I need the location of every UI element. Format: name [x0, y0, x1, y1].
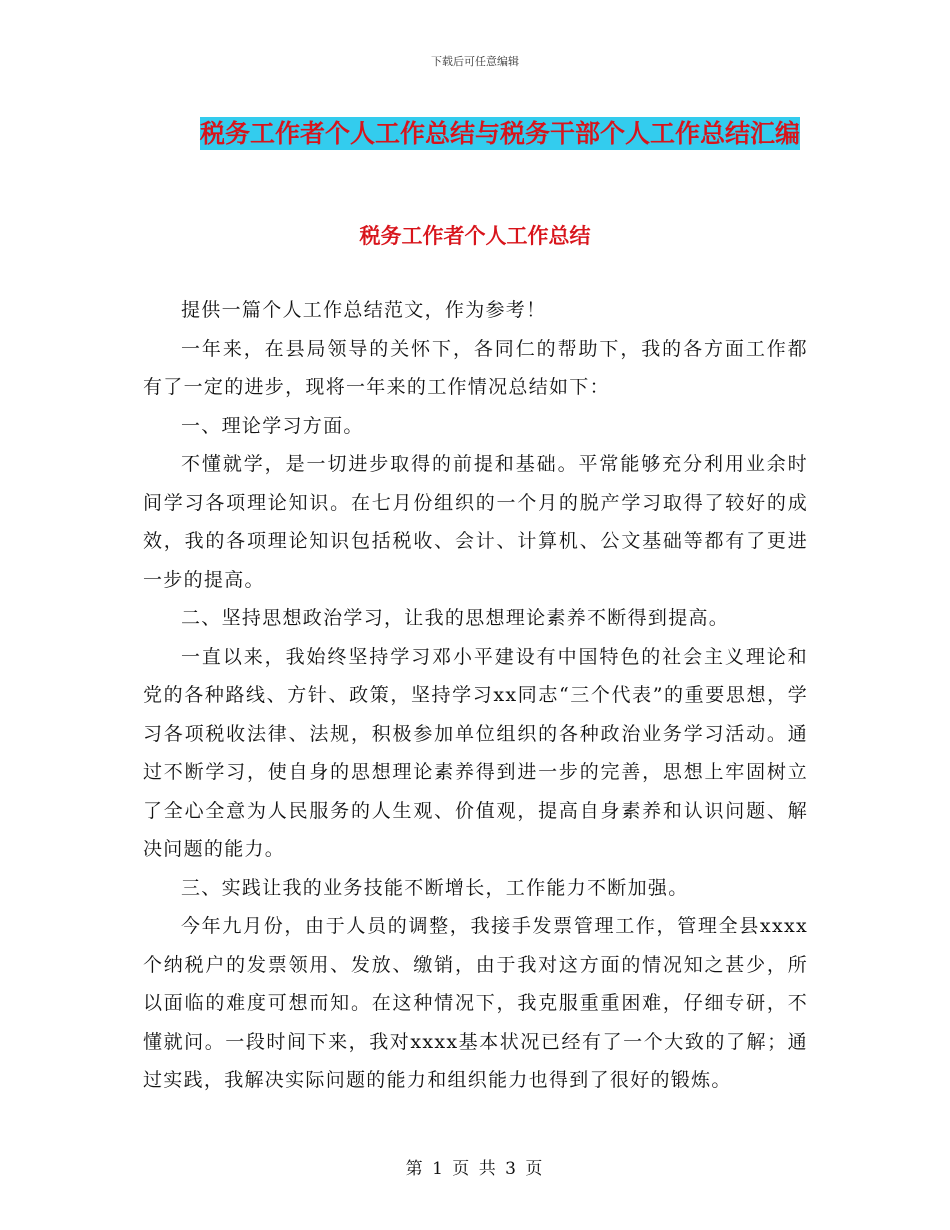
document-title [190, 109, 810, 159]
document-title-text: 税务工作者个人工作总结与税务干部个人工作总结汇编 [199, 119, 800, 148]
header-note: 下载后可任意编辑 [431, 55, 519, 68]
page-footer: 第 1 页 共 3 页 [405, 1159, 545, 1179]
document-body [143, 291, 808, 1100]
paragraph: 一、理论学习方面。 [181, 414, 364, 437]
paragraph: 一直以来，我始终坚持学习邓小平建设有中国特色的社会主义理论和党的各种路线、方针、政策，坚持学习xx同志“三个代表”的重要思想，学习各项税收法律、法规，积极参加单位组织的各种政治业务学习活动。通过不断学习，使自身的思想理论素养得到进一步的完善，思想上牢固树立了全心全意为人民服务的人生观、价值观，提高自身素养和认识问题、解决问题的能力。 [143, 645, 808, 860]
paragraph: 提供一篇个人工作总结范文，作为参考！ [181, 299, 547, 321]
paragraph: 不懂就学，是一切进步取得的前提和基础。平常能够充分利用业余时间学习各项理论知识。在七月份组织的一个月的脱产学习取得了较好的成效，我的各项理论知识包括税收、会计、计算机、公文基础等都有了更进一步的提高。 [143, 453, 808, 591]
paragraph: 一年来，在县局领导的关怀下，各同仁的帮助下，我的各方面工作都有了一定的进步，现将一年来的工作情况总结如下： [143, 337, 808, 398]
paragraph: 今年九月份，由于人员的调整，我接手发票管理工作，管理全县xxxx个纳税户的发票领用、发放、缴销，由于我对这方面的情况知之甚少，所以面临的难度可想而知。在这种情况下，我克服重重困难，仔细专研，不懂就问。一段时间下来，我对xxxx基本状况已经有了一个大致的了解；通过实践，我解决实际问题的能力和组织能力也得到了很好的锻炼。 [143, 915, 808, 1091]
paragraph: 三、实践让我的业务技能不断增长，工作能力不断加强。 [181, 876, 689, 899]
section-title: 税务工作者个人工作总结 [359, 224, 591, 248]
paragraph: 二、坚持思想政治学习，让我的思想理论素养不断得到提高。 [181, 607, 730, 629]
